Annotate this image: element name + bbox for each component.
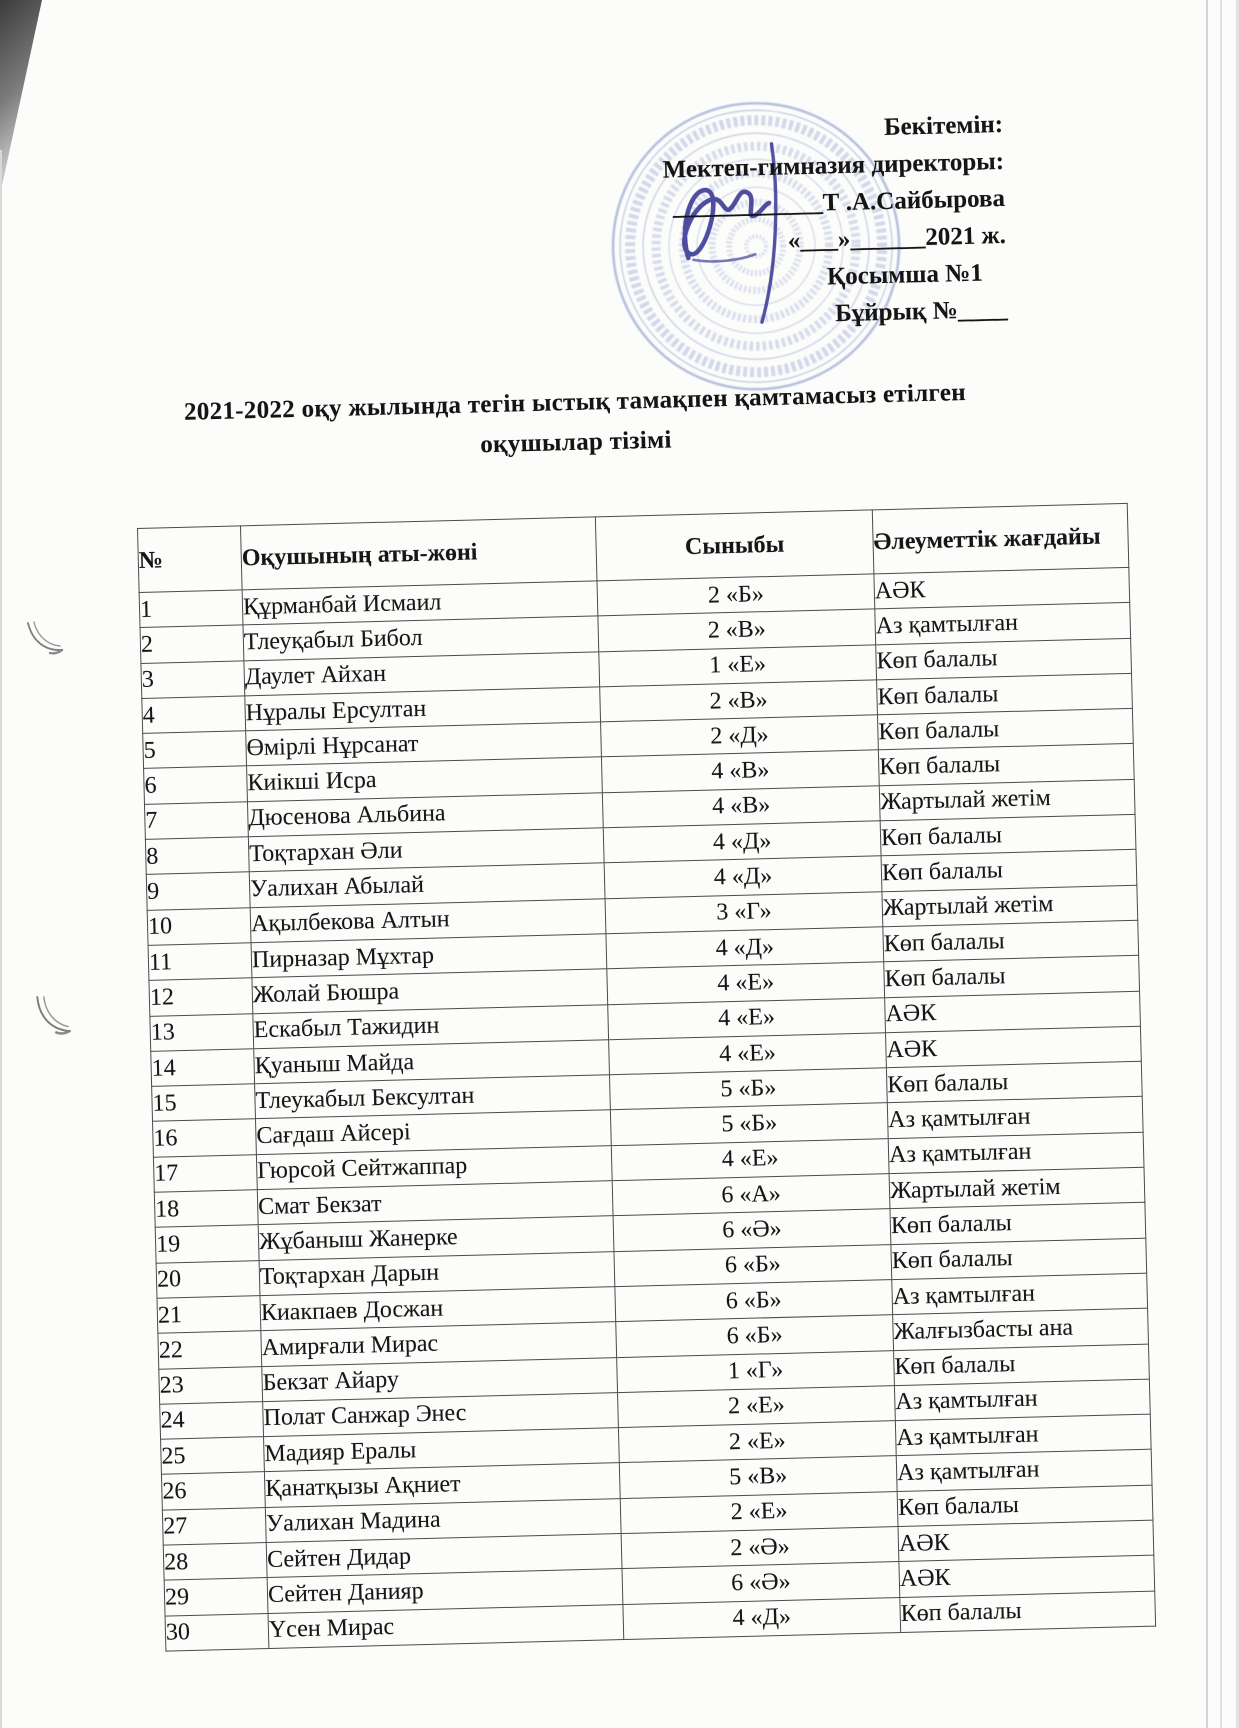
row-number: 22 bbox=[158, 1331, 262, 1369]
class-label: 2 «Е» bbox=[618, 1385, 896, 1427]
student-name: Уалихан Абылай bbox=[249, 863, 605, 907]
approval-line-director: Мектеп-гимназия директоры: bbox=[662, 147, 1005, 184]
class-label: 1 «Г» bbox=[617, 1350, 895, 1392]
social-status: Көп балалы bbox=[897, 1485, 1153, 1527]
student-name: Нұралы Ерсултан bbox=[245, 687, 601, 731]
social-status: Көп балалы bbox=[900, 1591, 1156, 1633]
social-status: Аз қамтылған bbox=[896, 1450, 1152, 1492]
social-status: Көп балалы bbox=[880, 814, 1136, 856]
row-number: 14 bbox=[151, 1049, 255, 1087]
social-status: Көп балалы bbox=[884, 956, 1140, 998]
student-name: Қанатқызы Ақниет bbox=[264, 1463, 620, 1507]
approval-line-order: Бұйрық №____ bbox=[834, 295, 1009, 328]
class-label: 4 «Д» bbox=[606, 927, 884, 969]
row-number: 23 bbox=[159, 1366, 263, 1404]
row-number: 20 bbox=[156, 1260, 260, 1298]
class-label: 2 «Б» bbox=[597, 574, 875, 616]
social-status: Көп балалы bbox=[878, 744, 1134, 786]
row-number: 2 bbox=[140, 625, 244, 663]
student-name: Үсен Мирас bbox=[268, 1604, 624, 1648]
student-name: Жұбаныш Жанерке bbox=[258, 1216, 614, 1260]
social-status: Жартылай жетім bbox=[879, 779, 1135, 821]
approval-block bbox=[545, 106, 1008, 340]
student-name: Бекзат Айару bbox=[262, 1357, 618, 1401]
row-number: 11 bbox=[148, 943, 252, 981]
row-number: 19 bbox=[155, 1225, 259, 1263]
student-name: Гюрсой Сейтжаппар bbox=[256, 1145, 612, 1189]
row-number: 13 bbox=[150, 1013, 254, 1051]
social-status: Көп балалы bbox=[890, 1203, 1146, 1245]
row-number: 8 bbox=[145, 837, 249, 875]
class-label: 4 «Е» bbox=[607, 962, 885, 1004]
class-label: 2 «Д» bbox=[601, 715, 879, 757]
student-name: Даулет Айхан bbox=[244, 651, 600, 695]
class-label: 2 «Ә» bbox=[621, 1527, 899, 1569]
student-name: Смат Бекзат bbox=[257, 1181, 613, 1225]
student-name: Пирназар Мұхтар bbox=[251, 934, 607, 978]
social-status: АӘК bbox=[886, 1026, 1142, 1068]
row-number: 27 bbox=[162, 1507, 266, 1545]
student-name: Өмірлі Нұрсанат bbox=[246, 722, 602, 766]
student-name: Құрманбай Исмаил bbox=[242, 581, 598, 625]
social-status: Көп балалы bbox=[881, 850, 1137, 892]
student-name: Тлеукабыл Бексултан bbox=[255, 1075, 611, 1119]
student-name: Қуаныш Майда bbox=[254, 1040, 610, 1084]
class-label: 5 «Б» bbox=[609, 1068, 887, 1110]
header-class: Сыныбы bbox=[595, 510, 874, 581]
class-label: 6 «Ә» bbox=[622, 1562, 900, 1604]
social-status: АӘК bbox=[874, 567, 1130, 609]
class-label: 3 «Г» bbox=[605, 891, 883, 933]
social-status: Аз қамтылған bbox=[892, 1273, 1148, 1315]
header-number: № bbox=[138, 526, 243, 593]
class-label: 6 «Б» bbox=[614, 1244, 892, 1286]
class-label: 6 «Ә» bbox=[613, 1209, 891, 1251]
row-number: 18 bbox=[154, 1190, 258, 1228]
social-status: Аз қамтылған bbox=[895, 1414, 1151, 1456]
row-number: 7 bbox=[144, 802, 248, 840]
student-name: Тоқтархан Дарын bbox=[259, 1251, 615, 1295]
class-label: 6 «А» bbox=[612, 1174, 890, 1216]
students-table-body bbox=[139, 567, 1155, 1651]
students-table bbox=[137, 503, 1156, 1652]
class-label: 1 «Е» bbox=[599, 644, 877, 686]
document-title-line-1: 2021-2022 оқу жылында тегін ыстық тамақпен қамтамасыз етілген bbox=[183, 378, 967, 426]
student-name: Ақылбекова Алтын bbox=[250, 898, 606, 942]
social-status: Жартылай жетім bbox=[882, 885, 1138, 927]
row-number: 28 bbox=[163, 1543, 267, 1581]
row-number: 5 bbox=[143, 731, 247, 769]
row-number: 26 bbox=[161, 1472, 265, 1510]
student-name: Сейтен Дидар bbox=[266, 1534, 622, 1578]
row-number: 25 bbox=[161, 1437, 265, 1475]
social-status: Аз қамтылған bbox=[888, 1132, 1144, 1174]
class-label: 4 «В» bbox=[601, 750, 879, 792]
class-label: 2 «Е» bbox=[620, 1491, 898, 1533]
student-name: Ескабыл Тажидин bbox=[253, 1004, 609, 1048]
social-status: Көп балалы bbox=[894, 1344, 1150, 1386]
row-number: 21 bbox=[157, 1296, 261, 1334]
student-name: Уалихан Мадина bbox=[265, 1498, 621, 1542]
social-status: АӘК bbox=[885, 991, 1141, 1033]
class-label: 5 «В» bbox=[619, 1456, 897, 1498]
row-number: 3 bbox=[141, 660, 245, 698]
student-name: Жолай Бюшра bbox=[252, 969, 608, 1013]
row-number: 1 bbox=[139, 590, 243, 628]
student-name: Полат Санжар Энес bbox=[263, 1392, 619, 1436]
class-label: 2 «В» bbox=[600, 680, 878, 722]
student-name: Тлеуқабыл Бибол bbox=[243, 616, 599, 660]
class-label: 6 «Б» bbox=[615, 1280, 893, 1322]
row-number: 4 bbox=[142, 696, 246, 734]
social-status: Көп балалы bbox=[877, 673, 1133, 715]
row-number: 24 bbox=[160, 1401, 264, 1439]
document-title-line-2: оқушылар тізімі bbox=[479, 426, 672, 459]
social-status: Жалғызбасты ана bbox=[893, 1308, 1149, 1350]
header-social-status-label: Әлеуметтік жағдайы bbox=[873, 523, 1101, 555]
class-label: 4 «Д» bbox=[623, 1597, 901, 1639]
class-label: 4 «В» bbox=[602, 786, 880, 828]
row-number: 17 bbox=[153, 1154, 257, 1192]
row-number: 15 bbox=[152, 1084, 256, 1122]
student-name: Сағдаш Айсері bbox=[255, 1110, 611, 1154]
row-number: 16 bbox=[153, 1119, 257, 1157]
social-status: АӘК bbox=[899, 1555, 1155, 1597]
social-status: Аз қамтылған bbox=[894, 1379, 1150, 1421]
social-status: Көп балалы bbox=[876, 638, 1132, 680]
class-label: 4 «Д» bbox=[603, 821, 881, 863]
class-label: 4 «Е» bbox=[608, 997, 886, 1039]
header-student-name: Оқушының аты-жөні bbox=[240, 517, 597, 590]
class-label: 6 «Б» bbox=[616, 1315, 894, 1357]
row-number: 29 bbox=[164, 1578, 268, 1616]
student-name: Амирғали Мирас bbox=[261, 1322, 617, 1366]
header-social-status bbox=[872, 503, 1129, 573]
document-title bbox=[115, 371, 1037, 474]
class-label: 2 «Е» bbox=[618, 1421, 896, 1463]
class-label: 5 «Б» bbox=[610, 1103, 888, 1145]
approval-line-appendix: Қосымша №1 bbox=[826, 259, 984, 291]
approval-line-date: «___»______2021 ж. bbox=[787, 221, 1007, 255]
row-number: 30 bbox=[165, 1613, 269, 1651]
student-name: Тоқтархан Әли bbox=[248, 828, 604, 872]
social-status: Көп балалы bbox=[886, 1061, 1142, 1103]
class-label: 2 «В» bbox=[598, 609, 876, 651]
row-number: 6 bbox=[144, 766, 248, 804]
student-name: Дюсенова Альбина bbox=[247, 793, 603, 837]
class-label: 4 «Е» bbox=[609, 1033, 887, 1075]
approval-line-signature-name: ____________Т .А.Сайбырова bbox=[672, 184, 1006, 221]
row-number: 9 bbox=[146, 872, 250, 910]
row-number: 12 bbox=[149, 978, 253, 1016]
social-status: Аз қамтылған bbox=[875, 603, 1131, 645]
social-status: Аз қамтылған bbox=[887, 1097, 1143, 1139]
student-name: Киікші Исра bbox=[247, 757, 603, 801]
student-name: Сейтен Данияр bbox=[267, 1569, 623, 1613]
student-name: Киакпаев Досжан bbox=[260, 1287, 616, 1331]
social-status: АӘК bbox=[898, 1520, 1154, 1562]
social-status: Көп балалы bbox=[891, 1238, 1147, 1280]
social-status: Көп балалы bbox=[883, 920, 1139, 962]
social-status: Көп балалы bbox=[877, 709, 1133, 751]
approval-line-approve: Бекітемін: bbox=[883, 110, 1004, 141]
social-status: Жартылай жетім bbox=[889, 1167, 1145, 1209]
class-label: 4 «Е» bbox=[611, 1138, 889, 1180]
student-name: Мадияр Ералы bbox=[264, 1428, 620, 1472]
class-label: 4 «Д» bbox=[604, 856, 882, 898]
row-number: 10 bbox=[147, 907, 251, 945]
